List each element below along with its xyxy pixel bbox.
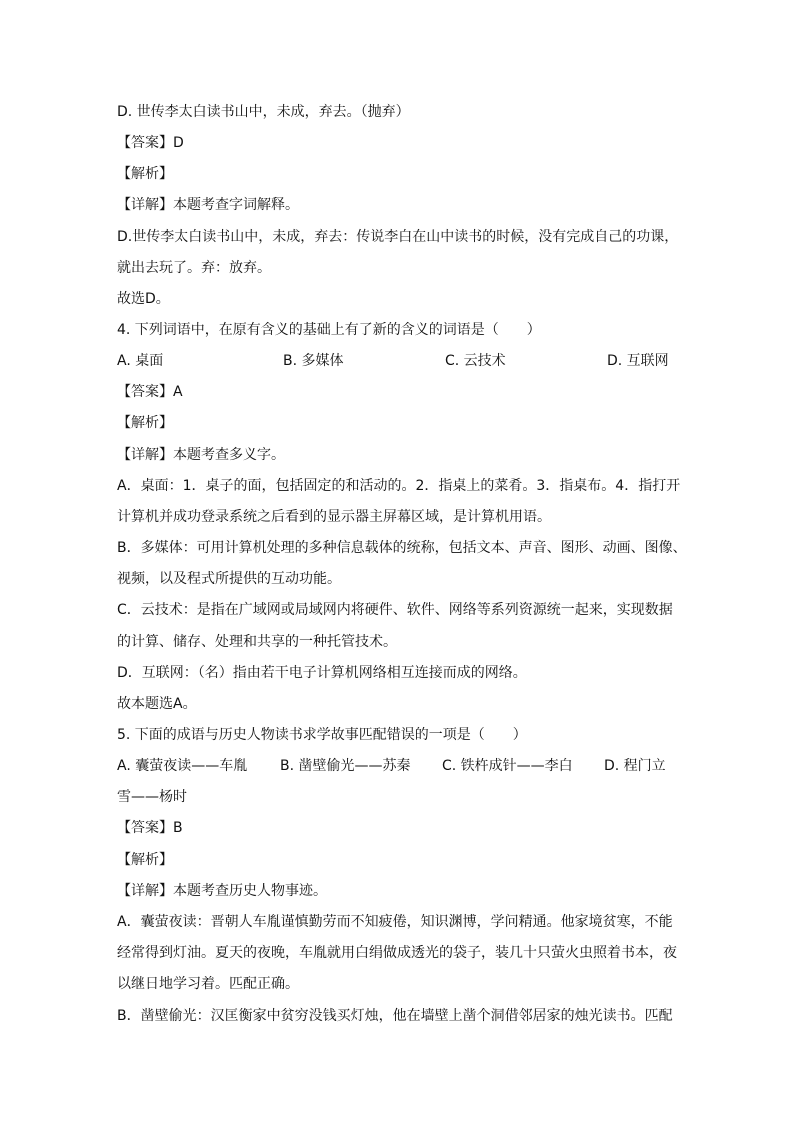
q5-explain-a-line-2: 经常得到灯油。夏天的夜晚，车胤就用白绢做成透光的袋子，装几十只萤火虫照着书本，夜 <box>117 945 677 961</box>
q5-option-c: C. 铁杵成针——李白 <box>442 758 573 774</box>
q4-explain-c-line-1: C．云技术：是指在广域网或局域网内将硬件、软件、网络等系列资源统一起来，实现数据 <box>117 602 673 618</box>
q4-explain-b-line-2: 视频，以及程式所提供的互动功能。 <box>117 571 341 587</box>
q3-conclusion: 故选D。 <box>117 291 170 307</box>
q4-detail: 【详解】本题考查多义字。 <box>117 447 285 463</box>
q4-option-b: B. 多媒体 <box>283 353 344 369</box>
q4-explain-a-line-2: 计算机并成功登录系统之后看到的显示器主屏幕区域，是计算机用语。 <box>117 509 551 525</box>
q3-analysis-heading: 【解析】 <box>117 166 173 182</box>
q4-option-d: D. 互联网 <box>607 353 669 369</box>
q5-answer: 【答案】B <box>117 820 183 836</box>
q3-option-d: D. 世传李太白读书山中，未成，弃去。（抛弃） <box>117 104 410 120</box>
q4-options <box>117 351 677 371</box>
q3-explanation-line-2: 就出去玩了。弃：放弃。 <box>117 260 271 276</box>
q5-explain-b-line-1: B．凿壁偷光：汉匡衡家中贫穷没钱买灯烛，他在墙壁上凿个洞借邻居家的烛光读书。匹配 <box>117 1008 673 1024</box>
q4-option-c: C. 云技术 <box>445 353 506 369</box>
q5-option-d-wrap: 雪——杨时 <box>117 789 187 805</box>
q4-answer: 【答案】A <box>117 384 183 400</box>
q3-detail: 【详解】本题考查字词解释。 <box>117 197 299 213</box>
q4-conclusion: 故本题选A。 <box>117 696 197 712</box>
q5-detail: 【详解】本题考查历史人物事迹。 <box>117 883 327 899</box>
q5-option-a: A. 囊萤夜读——车胤 <box>117 758 248 774</box>
q4-explain-b-line-1: B．多媒体：可用计算机处理的多种信息载体的统称，包括文本、声音、图形、动画、图像、 <box>117 540 687 556</box>
q4-explain-a-line-1: A．桌面：1．桌子的面，包括固定的和活动的。2．指桌上的菜肴。3．指桌布。4．指打开 <box>117 478 681 494</box>
q5-explain-a-line-1: A．囊萤夜读：晋朝人车胤谨慎勤劳而不知疲倦，知识渊博，学问精通。他家境贫寒，不能 <box>117 914 673 930</box>
q5-explain-a-line-3: 以继日地学习着。匹配正确。 <box>117 976 299 992</box>
q4-analysis-heading: 【解析】 <box>117 415 173 431</box>
q4-question: 4. 下列词语中，在原有含义的基础上有了新的含义的词语是（ ） <box>117 322 541 338</box>
q5-analysis-heading: 【解析】 <box>117 852 173 868</box>
q5-question: 5. 下面的成语与历史人物读书求学故事匹配错误的一项是（ ） <box>117 727 527 743</box>
q3-explanation-line-1: D.世传李太白读书山中，未成，弃去：传说李白在山中读书的时候，没有完成自己的功课， <box>117 229 679 245</box>
q4-option-a: A. 桌面 <box>117 353 164 369</box>
q5-option-b: B. 凿壁偷光——苏秦 <box>280 758 411 774</box>
q4-explain-c-line-2: 的计算、储存、处理和共享的一种托管技术。 <box>117 634 397 650</box>
q5-options <box>117 756 677 776</box>
q4-explain-d: D．互联网：（名）指由若干电子计算机网络相互连接而成的网络。 <box>117 665 527 681</box>
q5-option-d: D. 程门立 <box>604 758 666 774</box>
q3-answer: 【答案】D <box>117 135 184 151</box>
